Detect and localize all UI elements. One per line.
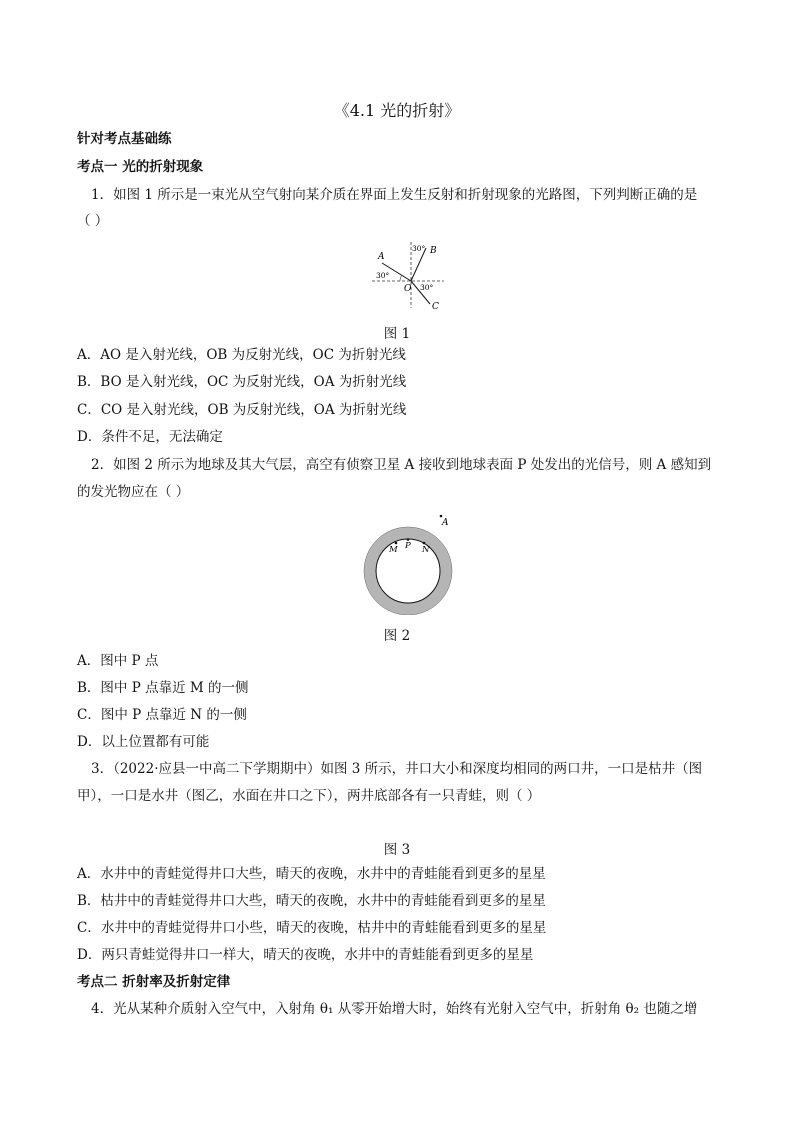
angle-label-left: 30°: [376, 271, 390, 280]
q3-stem-line-1: 3．（2022·应县一中高二下学期期中）如图 3 所示，井口大小和深度均相同的两口井，一口是枯井（图: [91, 761, 703, 777]
figure-3-caption: 图 3: [383, 842, 411, 858]
label-m: M: [389, 545, 398, 555]
q1-option-b: B．BO 是入射光线，OC 为反射光线，OA 为折射光线: [77, 374, 407, 390]
figure-2-caption: 图 2: [383, 628, 411, 644]
label-p: P: [405, 541, 411, 551]
q3-option-c: C．水井中的青蛙觉得井口小些，晴天的夜晚，枯井中的青蛙能看到更多的星星: [77, 920, 547, 936]
q3-stem-line-2: 甲），一口是水井（图乙，水面在井口之下），两井底部各有一只青蛙，则（ ）: [77, 788, 541, 804]
page-title: 《4.1 光的折射》: [333, 101, 461, 120]
label-b: B: [430, 246, 437, 256]
label-a: A: [378, 252, 385, 262]
section-header: 针对考点基础练: [77, 131, 172, 147]
point-n: [423, 542, 426, 545]
q3-option-b: B．枯井中的青蛙觉得井口大些，晴天的夜晚，水井中的青蛙能看到更多的星星: [77, 893, 546, 909]
q2-stem-line-1: 2．如图 2 所示为地球及其大气层，高空有侦察卫星 A 接收到地球表面 P 处发出的光信号，则 A 感知到: [91, 457, 712, 473]
q2-option-d: D．以上位置都有可能: [77, 734, 210, 750]
q2-stem-line-2: 的发光物应在（ ）: [77, 484, 190, 500]
figure-1-light-path-diagram: [368, 238, 448, 312]
label-n: N: [422, 545, 430, 555]
topic-heading-2: 考点二 折射率及折射定律: [77, 974, 231, 990]
label-o: O: [404, 284, 412, 294]
q3-option-a: A．水井中的青蛙觉得井口大些，晴天的夜晚，水井中的青蛙能看到更多的星星: [77, 866, 546, 882]
q2-option-b: B．图中 P 点靠近 M 的一侧: [77, 680, 249, 696]
figure-2-earth-atmosphere: [360, 510, 460, 615]
q1-option-a: A．AO 是入射光线，OB 为反射光线，OC 为折射光线: [77, 347, 406, 363]
angle-label-right: 30°: [420, 283, 434, 292]
label-c: C: [432, 302, 439, 312]
satellite-point: [440, 515, 443, 518]
q1-stem-line-1: 1．如图 1 所示是一束光从空气射向某介质在界面上发生反射和折射现象的光路图，下列判断正确的是: [91, 187, 698, 203]
q1-stem-line-2: （ ）: [77, 213, 109, 229]
angle-arc-left: [400, 275, 402, 281]
topic-heading-1: 考点一 光的折射现象: [77, 159, 204, 175]
q1-option-c: C．CO 是入射光线，OB 为反射光线，OA 为折射光线: [77, 402, 407, 418]
label-a: A: [442, 518, 449, 528]
q2-option-a: A．图中 P 点: [77, 653, 159, 669]
figure-1-caption: 图 1: [383, 326, 411, 342]
point-m: [395, 542, 398, 545]
q4-stem-line-1: 4．光从某种介质射入空气中，入射角 θ₁ 从零开始增大时，始终有光射入空气中，折射角 θ₂ 也随之增: [91, 1001, 698, 1017]
q1-option-d: D．条件不足，无法确定: [77, 429, 223, 445]
angle-label-top: 30°: [412, 244, 426, 253]
q2-option-c: C．图中 P 点靠近 N 的一侧: [77, 707, 247, 723]
q3-option-d: D．两只青蛙觉得井口一样大，晴天的夜晚，水井中的青蛙能看到更多的星星: [77, 947, 534, 963]
